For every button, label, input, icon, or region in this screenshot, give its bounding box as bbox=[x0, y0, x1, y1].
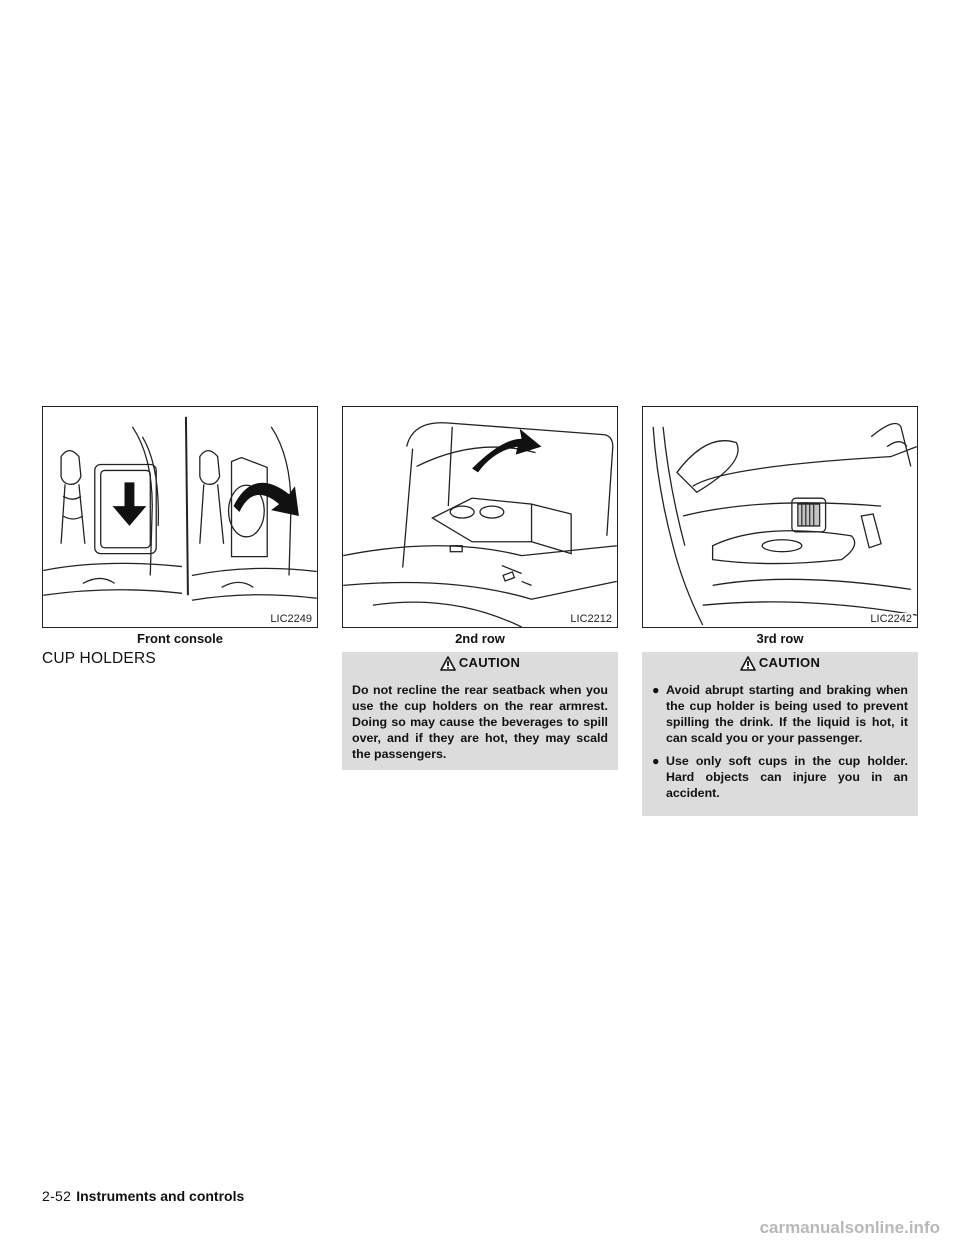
list-item bbox=[652, 682, 908, 746]
caution-header bbox=[352, 652, 608, 674]
list-item bbox=[652, 753, 908, 801]
bullet-icon: ● bbox=[652, 754, 660, 768]
figure-caption: 3rd row bbox=[756, 631, 804, 646]
caution-bullet-list bbox=[652, 682, 908, 801]
figure-front-console bbox=[42, 406, 318, 628]
caution-box-2nd-row bbox=[342, 652, 618, 770]
bullet-text: Use only soft cups in the cup holder. Hard objects can injure you in an accident. bbox=[666, 754, 908, 800]
figure-code: LIC2242 bbox=[870, 613, 912, 625]
page-number: 2-52 bbox=[42, 1188, 72, 1204]
caution-text: Do not recline the rear seatback when you use the cup holders on the rear armrest. Doing so may cause the beverages to spill over, and if they are hot, they may scald the passengers. bbox=[352, 683, 608, 761]
figure-code: LIC2212 bbox=[570, 613, 612, 625]
watermark: carmanualsonline.info bbox=[759, 1218, 940, 1237]
caution-header bbox=[652, 652, 908, 674]
bullet-icon: ● bbox=[652, 683, 660, 697]
figure-caption: 2nd row bbox=[455, 631, 505, 646]
warning-icon bbox=[440, 656, 456, 671]
2nd-row-illustration bbox=[343, 407, 617, 627]
figure-3rd-row bbox=[642, 406, 918, 628]
figure-caption: Front console bbox=[137, 631, 223, 646]
caution-box-3rd-row bbox=[642, 652, 918, 816]
section-title: CUP HOLDERS bbox=[42, 650, 156, 667]
3rd-row-illustration bbox=[643, 407, 917, 627]
caution-heading: CAUTION bbox=[458, 655, 521, 670]
page-footer bbox=[42, 1188, 244, 1204]
footer-section-name: Instruments and controls bbox=[76, 1188, 245, 1204]
figure-2nd-row bbox=[342, 406, 618, 628]
warning-icon bbox=[740, 656, 756, 671]
figure-code: LIC2249 bbox=[270, 613, 312, 625]
caution-heading: CAUTION bbox=[758, 655, 821, 670]
bullet-text: Avoid abrupt starting and braking when the cup holder is being used to prevent spilling the drink. If the liquid is hot, it can scald you or your passenger. bbox=[666, 683, 908, 745]
front-console-illustration bbox=[43, 407, 317, 627]
